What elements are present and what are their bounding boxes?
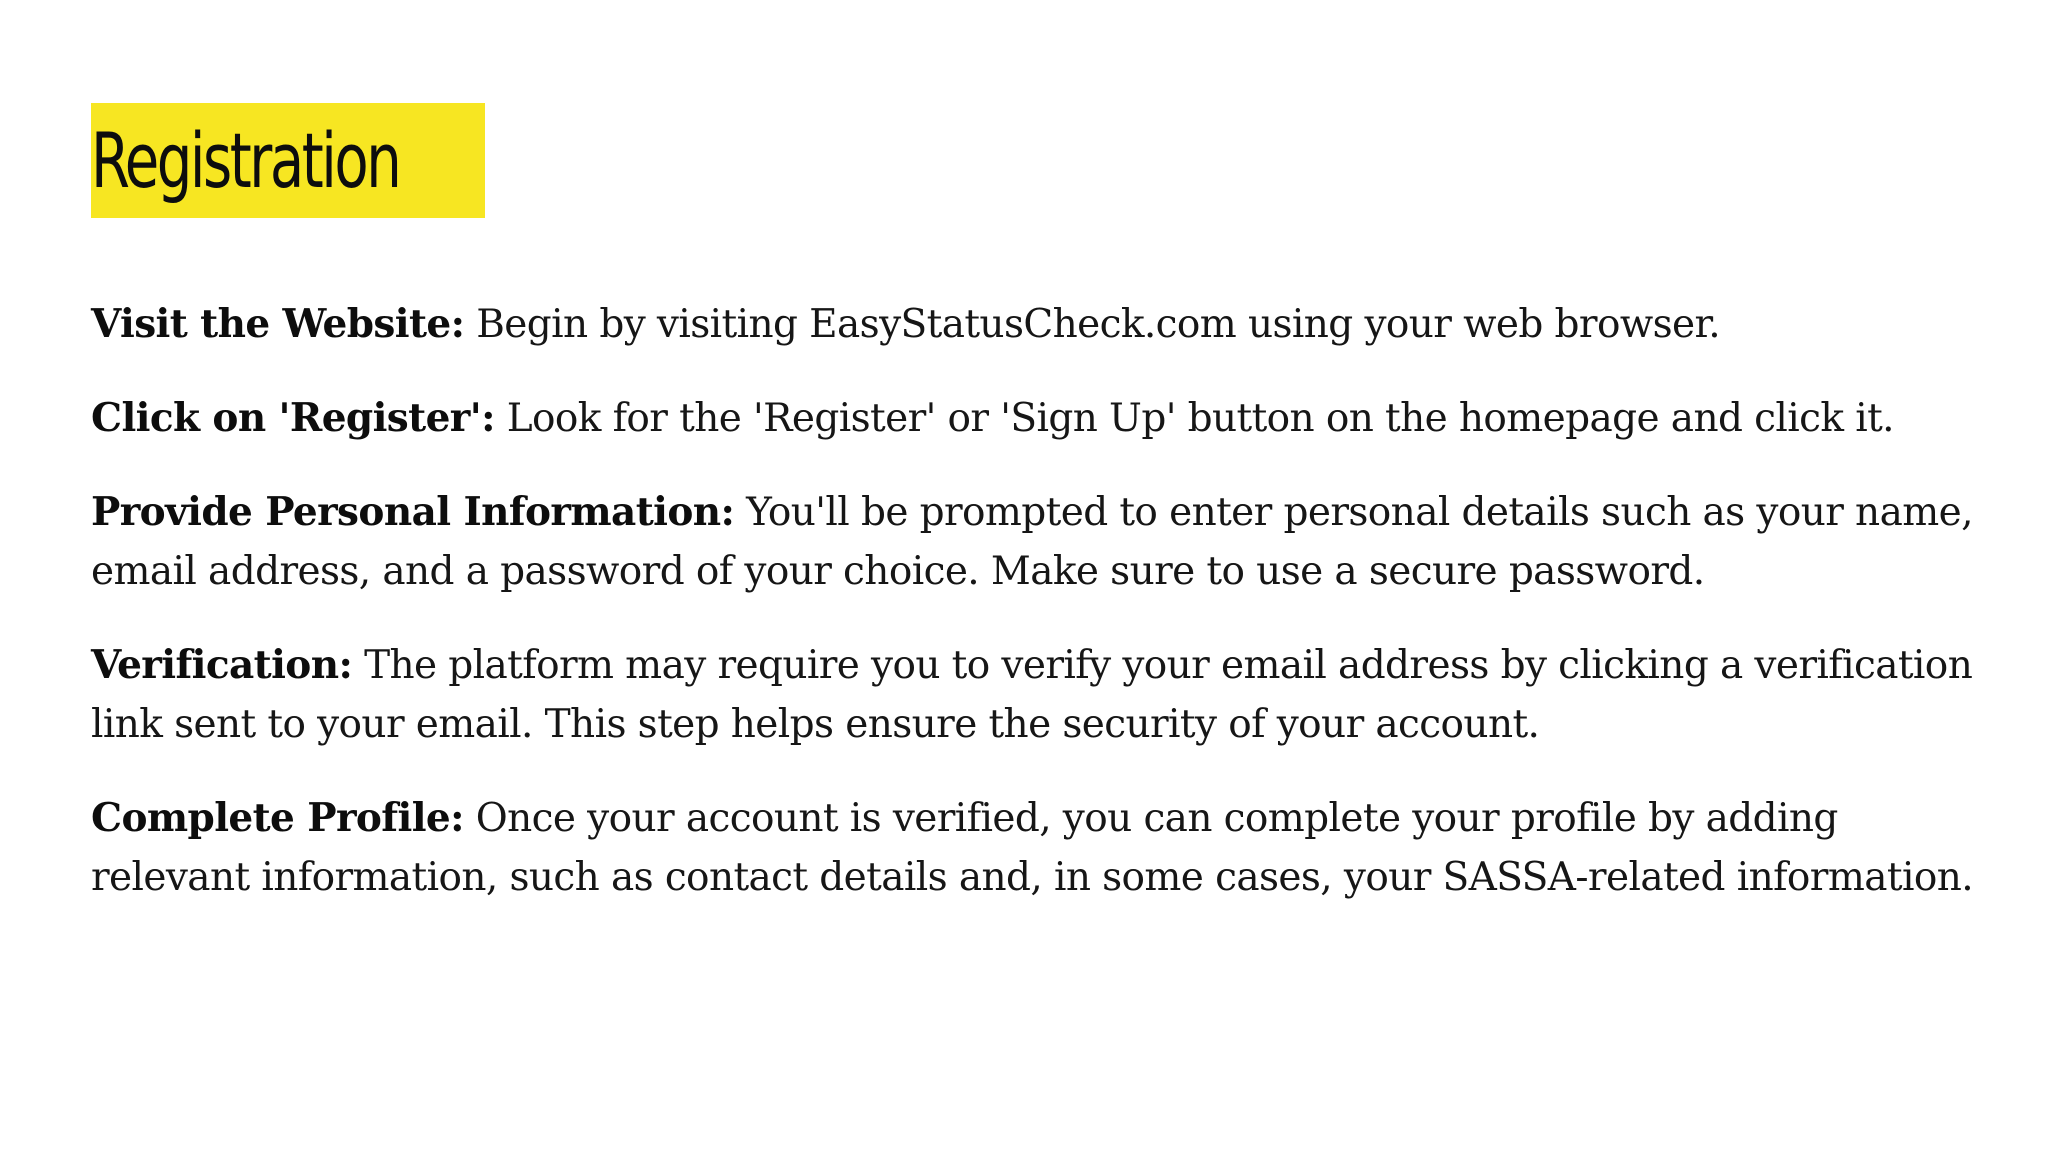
step-text: Look for the 'Register' or 'Sign Up' button on the homepage and click it. [506,396,1894,441]
step-text: You'll be prompted to enter personal details such as your name, email address, and a password of your choice. Make sure to use a secure password. [91,490,1973,594]
step-label: Visit the Website: [91,301,465,347]
step-complete-profile [91,789,1991,907]
steps-list [91,295,1991,942]
step-label: Verification: [91,642,353,688]
step-label: Provide Personal Information: [91,489,735,535]
step-visit-website [91,295,1991,354]
title-highlight [91,103,485,218]
step-label: Click on 'Register': [91,395,495,441]
step-click-register [91,389,1991,448]
step-label: Complete Profile: [91,795,464,841]
step-text: Begin by visiting EasyStatusCheck.com using your web browser. [476,302,1721,347]
page-title: Registration [91,115,400,205]
step-personal-information [91,483,1991,601]
step-verification [91,636,1991,754]
step-text: Once your account is verified, you can complete your profile by adding relevant information, such as contact details and, in some cases, your SASSA-related information. [91,796,1974,900]
step-text: The platform may require you to verify your email address by clicking a verification link sent to your email. This step helps ensure the security of your account. [91,643,1973,747]
